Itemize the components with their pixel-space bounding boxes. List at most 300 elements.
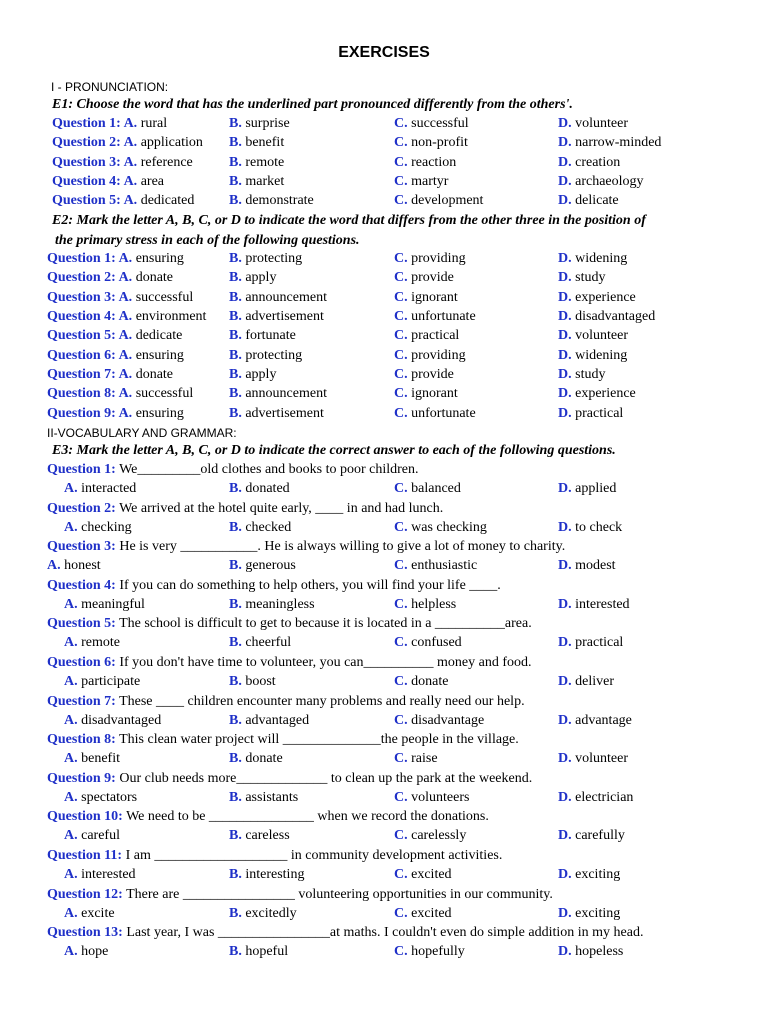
e1-option-c-letter: C. (394, 193, 408, 208)
e1-option-b-text: surprise (241, 116, 290, 131)
e1-option-d-text: volunteer (571, 116, 628, 131)
section-heading-pronunciation: I - PRONUNCIATION: (51, 80, 169, 94)
e2-option-c (394, 367, 454, 383)
e3-option-b (229, 481, 290, 497)
e3-option-a-letter: A. (64, 674, 78, 689)
e3-option-d (558, 906, 620, 922)
e2-row (0, 367, 768, 386)
e3-option-b (229, 906, 297, 922)
e3-option-d-text: hopeless (571, 944, 624, 960)
e3-option-b-letter: B. (229, 519, 242, 535)
e3-question (47, 501, 443, 517)
e3-option-a (64, 828, 120, 844)
e3-option-d-letter: D. (558, 867, 572, 882)
e2-row (0, 270, 768, 289)
e3-option-d-text: to check (571, 519, 623, 535)
e1-option-d (558, 155, 620, 171)
e3-question-label: Question 10: (47, 809, 123, 825)
e2-option-a (47, 367, 173, 383)
e2-option-b-text: protecting (241, 251, 303, 266)
e3-question-text: These ____ children encounter many problems and really need our help. (115, 693, 525, 709)
e3-option-b-letter: B. (229, 944, 242, 960)
e2-option-a (47, 290, 193, 306)
e3-option-a-text: benefit (77, 751, 120, 767)
e1-option-a (52, 174, 164, 190)
e3-option-c-letter: C. (394, 481, 408, 496)
e1-option-a-letter: A. (120, 154, 138, 170)
e2-option-a-text: ensuring (132, 347, 184, 363)
e1-option-c (394, 174, 448, 190)
e1-option-c-text: reaction (407, 154, 457, 170)
e3-option-b-letter: B. (229, 828, 242, 844)
e2-option-d-text: widening (571, 347, 628, 363)
e3-question (47, 925, 643, 941)
e3-option-a-text: disadvantaged (77, 712, 162, 728)
e3-option-a-letter: A. (64, 635, 78, 651)
e1-option-c-text: development (407, 193, 484, 208)
e1-option-a-letter: A. (120, 173, 138, 189)
e2-option-a-letter: A. (115, 289, 133, 305)
e2-option-b-letter: B. (229, 386, 242, 402)
e3-question-label: Question 8: (47, 732, 116, 748)
e2-option-b (229, 367, 276, 383)
e1-option-b-letter: B. (229, 135, 242, 151)
e3-option-d-text: electrician (571, 789, 634, 805)
e3-option-a (64, 751, 120, 767)
e3-question-text: He is very ___________. He is always willing to give a lot of money to charity. (115, 539, 566, 555)
e2-option-a-text: ensuring (132, 405, 184, 421)
e2-option-d-letter: D. (558, 405, 572, 421)
e2-row (0, 290, 768, 309)
e2-option-b-text: advertisement (241, 405, 324, 421)
e1-option-d-text: creation (571, 154, 621, 170)
e3-option-d-letter: D. (558, 596, 572, 612)
e3-option-a-text: checking (77, 519, 132, 535)
e1-option-d-text: delicate (571, 193, 619, 208)
e3-option-b (229, 790, 298, 806)
e3-option-a (47, 558, 101, 574)
e1-option-c (394, 116, 469, 132)
e3-question (47, 732, 519, 748)
e3-option-d (558, 481, 616, 497)
e2-option-b-text: protecting (241, 347, 303, 363)
e3-option-c-letter: C. (394, 596, 408, 612)
e2-option-c-text: unfortunate (407, 405, 476, 421)
e1-option-a (52, 116, 167, 132)
e2-option-a (47, 406, 184, 422)
e1-option-d (558, 174, 644, 190)
e3-option-a (64, 481, 136, 497)
e1-option-c (394, 155, 456, 171)
e3-option-a-text: remote (77, 635, 120, 651)
e1-option-a-text: reference (137, 154, 193, 170)
e2-option-b-text: advertisement (241, 309, 324, 325)
e3-option-a-letter: A. (64, 905, 78, 921)
e2-question-label: Question 1: (47, 251, 116, 266)
e2-option-c (394, 290, 458, 306)
e3-option-c-text: excited (407, 867, 452, 882)
e3-option-a (64, 867, 136, 883)
e2-option-b-text: apply (241, 270, 277, 286)
e3-options-row (0, 635, 768, 654)
e2-question-label: Question 6: (47, 347, 116, 363)
e3-option-a (64, 944, 108, 960)
e3-option-b-letter: B. (229, 674, 242, 689)
e3-option-d-text: practical (571, 635, 624, 651)
e3-option-b (229, 713, 309, 729)
e1-option-b-text: demonstrate (241, 193, 314, 208)
e3-option-d-letter: D. (558, 751, 572, 767)
e3-option-b-letter: B. (229, 596, 242, 612)
e2-option-d-letter: D. (558, 251, 572, 266)
e1-option-d (558, 193, 619, 209)
e3-option-b-text: donated (241, 481, 290, 496)
e3-option-b-letter: B. (229, 558, 242, 574)
e3-question (47, 771, 532, 787)
e1-option-d-letter: D. (558, 173, 572, 189)
e3-question-text: We_________old clothes and books to poor children. (115, 462, 419, 477)
e3-option-b (229, 558, 296, 574)
e2-option-b-letter: B. (229, 328, 242, 344)
e2-option-b (229, 309, 324, 325)
e3-option-d-text: volunteer (571, 751, 628, 767)
e3-option-c-letter: C. (394, 789, 408, 805)
e2-row (0, 348, 768, 367)
e2-option-b (229, 348, 302, 364)
e3-options-row (0, 558, 768, 577)
e3-question-label: Question 11: (47, 848, 123, 863)
e3-option-a (64, 674, 140, 690)
e1-option-c-text: non-profit (407, 135, 468, 151)
e3-option-d-text: interested (571, 596, 630, 612)
e3-option-b-text: generous (241, 558, 296, 574)
e3-option-b (229, 828, 290, 844)
e1-row (0, 193, 768, 212)
e1-option-b-letter: B. (229, 116, 242, 131)
page-title: EXERCISES (338, 44, 430, 61)
e2-question-label: Question 4: (47, 309, 116, 325)
e2-option-a-text: environment (132, 309, 207, 325)
e2-question-label: Question 7: (47, 367, 116, 383)
e2-row (0, 386, 768, 405)
e1-option-b-text: benefit (241, 135, 285, 151)
e3-option-b-letter: B. (229, 905, 242, 921)
e3-option-a-text: meaningful (77, 596, 145, 612)
e3-option-d-letter: D. (558, 828, 572, 844)
e1-option-c-letter: C. (394, 135, 408, 151)
e2-option-b (229, 251, 302, 267)
e3-option-b (229, 944, 288, 960)
e3-question-text: If you can do something to help others, you will find your life ____. (115, 577, 501, 593)
e3-question (47, 655, 532, 671)
e1-option-d (558, 135, 661, 151)
e3-option-b (229, 520, 291, 536)
e2-option-b-letter: B. (229, 289, 242, 305)
e2-option-c-letter: C. (394, 289, 408, 305)
e2-option-b-letter: B. (229, 309, 242, 325)
e1-option-c-text: successful (407, 116, 469, 131)
e3-option-b-text: hopeful (241, 944, 289, 960)
e3-option-c (394, 828, 466, 844)
e3-options-row (0, 790, 768, 809)
e3-question (47, 539, 565, 555)
e2-option-a (47, 270, 173, 286)
e3-option-b-letter: B. (229, 712, 242, 728)
e3-question-text: We arrived at the hotel quite early, ____ in and had lunch. (115, 500, 444, 516)
e3-option-a-letter: A. (64, 712, 78, 728)
e3-option-a-letter: A. (64, 596, 78, 612)
e3-question (47, 848, 502, 864)
e1-option-a-letter: A. (120, 135, 138, 151)
e3-option-c-letter: C. (394, 519, 408, 535)
e2-option-d (558, 290, 636, 306)
e3-option-b-letter: B. (229, 751, 242, 767)
e2-option-d (558, 386, 636, 402)
e2-question-label: Question 5: (47, 328, 116, 344)
e1-option-c-letter: C. (394, 154, 408, 170)
e3-instruction: E3: Mark the letter A, B, C, or D to indicate the correct answer to each of the following questions. (52, 443, 616, 458)
e1-option-b (229, 135, 284, 151)
e3-option-d (558, 558, 616, 574)
e2-row (0, 406, 768, 425)
e3-option-d-text: applied (571, 481, 617, 496)
e2-option-a-letter: A. (115, 270, 133, 286)
e3-option-a-text: hope (77, 944, 109, 960)
e1-option-d-letter: D. (558, 135, 572, 151)
e3-option-d (558, 751, 628, 767)
e3-option-c-letter: C. (394, 905, 408, 921)
e1-option-c (394, 135, 468, 151)
e1-question-label: Question 2: (52, 135, 121, 151)
e3-option-b-letter: B. (229, 789, 242, 805)
e2-row (0, 251, 768, 270)
e3-options-row (0, 944, 768, 963)
e3-option-c-letter: C. (394, 712, 408, 728)
e3-option-b (229, 751, 283, 767)
e2-option-d-text: volunteer (571, 328, 628, 344)
e3-option-c-text: volunteers (407, 789, 470, 805)
e2-option-a-text: donate (132, 367, 174, 383)
e3-option-d (558, 828, 625, 844)
e3-option-d-letter: D. (558, 712, 572, 728)
e2-option-a-letter: A. (115, 347, 133, 363)
e1-option-a-text: dedicated (137, 193, 195, 208)
e3-option-d-text: advantage (571, 712, 632, 728)
e1-question-label: Question 1: (52, 116, 121, 131)
e2-option-b-letter: B. (229, 270, 242, 286)
e1-option-c-text: martyr (407, 173, 449, 189)
e3-option-d (558, 713, 632, 729)
e3-option-c (394, 944, 465, 960)
e1-option-b-letter: B. (229, 154, 242, 170)
e2-option-c (394, 309, 476, 325)
e2-instruction-line2: the primary stress in each of the following questions. (55, 233, 360, 248)
e2-option-c-text: ignorant (407, 386, 458, 402)
e1-option-a (52, 155, 193, 171)
e3-option-d (558, 520, 622, 536)
e1-row (0, 116, 768, 135)
e3-option-d-letter: D. (558, 558, 572, 574)
e3-option-d (558, 635, 623, 651)
e3-option-b-text: advantaged (241, 712, 310, 728)
e3-option-b-text: excitedly (241, 905, 297, 921)
e2-option-c (394, 406, 476, 422)
e3-option-b-text: careless (241, 828, 290, 844)
e3-option-c-text: excited (407, 905, 452, 921)
e2-option-d (558, 348, 627, 364)
e3-option-c-letter: C. (394, 558, 408, 574)
e2-option-a-text: successful (132, 289, 194, 305)
e3-option-a-letter: A. (64, 944, 78, 960)
e1-option-d-letter: D. (558, 154, 572, 170)
e3-option-a (64, 635, 120, 651)
e2-option-c-letter: C. (394, 309, 408, 325)
e3-question-label: Question 1: (47, 462, 116, 477)
e1-option-a-letter: A. (120, 193, 138, 208)
e3-option-b-text: boost (241, 674, 276, 689)
e2-option-c (394, 251, 466, 267)
e2-option-c-letter: C. (394, 328, 408, 344)
e3-option-b-text: cheerful (241, 635, 292, 651)
e3-options-row (0, 828, 768, 847)
e3-option-d-letter: D. (558, 481, 572, 496)
e3-option-b-text: interesting (241, 867, 305, 882)
e2-option-d (558, 367, 605, 383)
e2-option-a-text: successful (132, 386, 194, 402)
e1-option-b (229, 193, 314, 209)
e3-option-a-text: interacted (77, 481, 137, 496)
e3-question-label: Question 7: (47, 693, 116, 709)
e3-options-row (0, 867, 768, 886)
e2-option-b-letter: B. (229, 367, 242, 383)
e1-option-c-letter: C. (394, 173, 408, 189)
e3-option-b (229, 867, 304, 883)
e2-option-a-letter: A. (115, 386, 133, 402)
e2-option-c-letter: C. (394, 405, 408, 421)
e1-option-b-text: remote (241, 154, 285, 170)
e1-question-label: Question 4: (52, 173, 121, 189)
e2-option-a (47, 348, 184, 364)
e3-option-b (229, 674, 276, 690)
e3-question-text: If you don't have time to volunteer, you can__________ money and food. (115, 655, 532, 670)
e3-option-b-text: assistants (241, 789, 299, 805)
e2-option-c-text: providing (407, 347, 466, 363)
e3-option-a-text: interested (77, 867, 136, 882)
e2-question-label: Question 9: (47, 405, 116, 421)
e3-option-d-text: modest (571, 558, 616, 574)
e3-option-c (394, 751, 438, 767)
e3-question-text: I am ___________________ in community development activities. (122, 848, 503, 863)
e2-option-b-text: fortunate (241, 328, 296, 344)
e2-option-d-text: experience (571, 386, 636, 402)
e3-option-a-text: excite (77, 905, 115, 921)
e2-option-b (229, 290, 327, 306)
e3-option-b-letter: B. (229, 867, 242, 882)
e3-option-d (558, 597, 630, 613)
e3-question-text: Our club needs more_____________ to clean up the park at the weekend. (115, 770, 533, 786)
e2-option-b (229, 270, 276, 286)
e1-instruction: E1: Choose the word that has the underlined part pronounced differently from the others'. (52, 97, 573, 112)
e1-option-a-text: rural (137, 116, 168, 131)
e2-option-a (47, 328, 182, 344)
e3-options-row (0, 597, 768, 616)
e1-option-d-letter: D. (558, 116, 572, 131)
e3-question-text: Last year, I was ________________at maths. I couldn't even do simple addition in my head. (122, 925, 644, 941)
e3-question-label: Question 5: (47, 616, 116, 632)
e2-option-c-text: practical (407, 328, 460, 344)
e2-option-a-text: ensuring (132, 251, 184, 266)
e2-row (0, 309, 768, 328)
e2-option-c (394, 270, 454, 286)
e3-question (47, 809, 489, 825)
e2-option-d-letter: D. (558, 328, 572, 344)
e3-option-c (394, 635, 462, 651)
e1-question-label: Question 3: (52, 154, 121, 170)
e2-option-b-text: announcement (241, 289, 327, 305)
e3-option-c-letter: C. (394, 944, 408, 960)
e3-option-c (394, 481, 461, 497)
e3-option-c-text: was checking (407, 519, 487, 535)
e3-question-label: Question 12: (47, 886, 123, 902)
e3-options-row (0, 520, 768, 539)
e3-question-text: The school is difficult to get to because it is located in a __________area. (115, 616, 532, 632)
e2-option-b-letter: B. (229, 251, 242, 266)
e2-option-d (558, 251, 627, 267)
e2-option-d (558, 309, 655, 325)
e2-option-c-text: unfortunate (407, 309, 476, 325)
e2-option-d-letter: D. (558, 386, 572, 402)
e2-option-c-text: providing (407, 251, 466, 266)
e3-option-c (394, 520, 487, 536)
e3-options-row (0, 713, 768, 732)
e3-option-c (394, 906, 452, 922)
e2-option-d (558, 270, 605, 286)
e3-option-a-letter: A. (64, 789, 78, 805)
e3-option-c-text: carelessly (407, 828, 467, 844)
e2-option-d-letter: D. (558, 270, 572, 286)
e3-question (47, 694, 525, 710)
e3-option-a (64, 790, 137, 806)
e3-option-d-text: exciting (571, 867, 621, 882)
e3-option-c-letter: C. (394, 674, 408, 689)
e2-option-b-text: apply (241, 367, 277, 383)
e3-option-c-text: helpless (407, 596, 457, 612)
e3-option-a-text: careful (77, 828, 120, 844)
e3-option-d (558, 674, 614, 690)
e1-option-b-letter: B. (229, 173, 242, 189)
e3-option-b-text: meaningless (241, 596, 315, 612)
e2-option-d-text: study (571, 367, 606, 383)
e1-option-b (229, 155, 284, 171)
e3-option-d-letter: D. (558, 789, 572, 805)
e2-option-c-letter: C. (394, 270, 408, 286)
e2-option-a-letter: A. (115, 309, 133, 325)
e3-option-d (558, 790, 633, 806)
e3-question-text: There are ________________ volunteering opportunities in our community. (122, 886, 553, 902)
e2-option-a-text: donate (132, 270, 174, 286)
e3-option-b-letter: B. (229, 635, 242, 651)
e3-options-row (0, 481, 768, 500)
e2-option-c-text: provide (407, 367, 454, 383)
e3-option-d-letter: D. (558, 905, 572, 921)
e3-question-label: Question 2: (47, 500, 116, 516)
e2-option-d-text: widening (571, 251, 628, 266)
e2-option-c-letter: C. (394, 386, 408, 402)
e3-option-c-text: donate (407, 674, 449, 689)
e3-option-a-letter: A. (47, 558, 61, 574)
e3-option-c-text: hopefully (407, 944, 465, 960)
e2-option-c (394, 386, 458, 402)
